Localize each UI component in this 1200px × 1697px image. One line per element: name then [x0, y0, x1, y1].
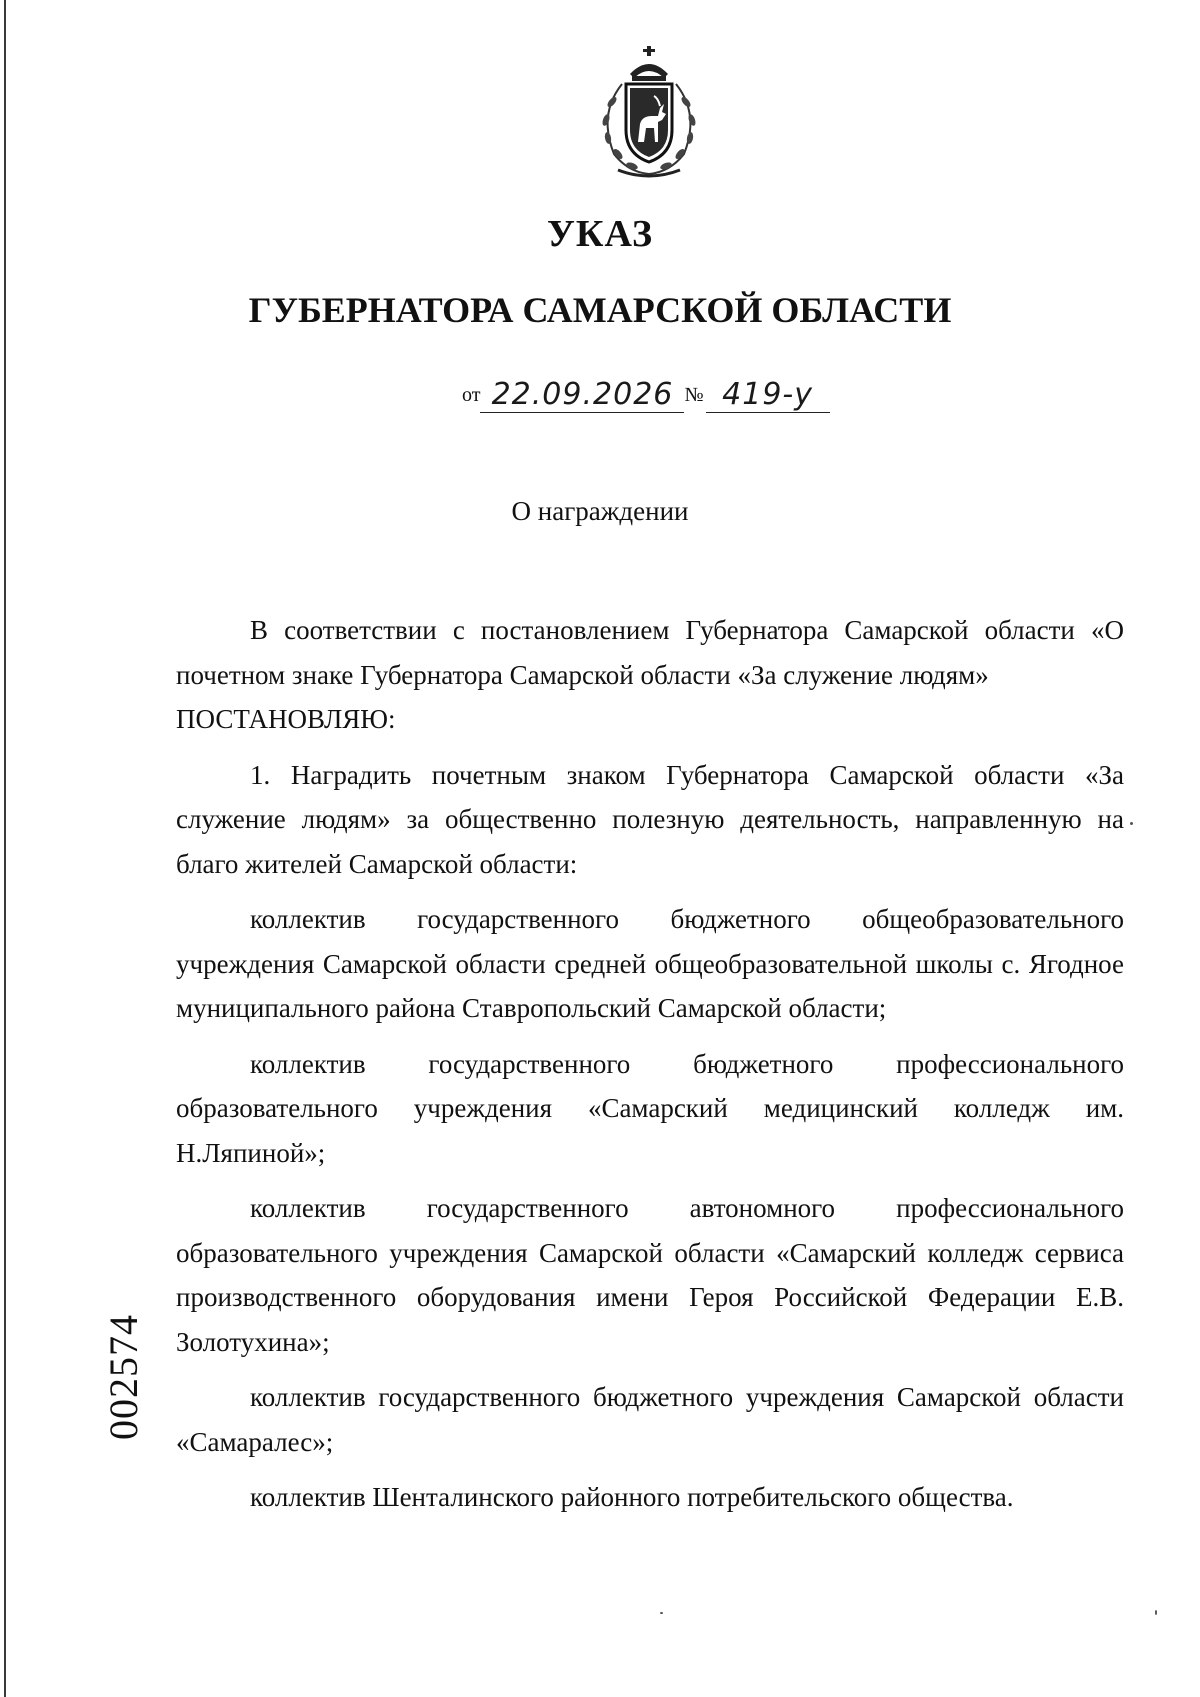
awardee-paragraph: коллектив государственного бюджетного учреждения Самарской области «Самаралес»; — [176, 1382, 1124, 1457]
awardee-paragraph: коллектив государственного бюджетного общеобразовательного учреждения Самарской области средней общеобразовательной школы с. Ягодное муниципального района Ставропольский Самарской области; — [176, 904, 1124, 1023]
document-body — [176, 608, 1124, 1520]
date-prefix: от — [462, 384, 481, 406]
scan-speck — [1130, 822, 1133, 825]
handwritten-date: 22.09.2026 — [480, 378, 684, 413]
document-title: УКАЗ — [547, 213, 653, 255]
awardee-paragraph: коллектив государственного бюджетного профессионального образовательного учреждения «Самарский медицинский колледж им. Н.Ляпиной»; — [176, 1048, 1124, 1168]
scan-speck — [660, 1612, 663, 1614]
document-issuer: ГУБЕРНАТОРА САМАРСКОЙ ОБЛАСТИ — [248, 290, 952, 330]
date-number-line — [462, 378, 830, 418]
document-subject: О награждении — [511, 496, 689, 526]
item-1-paragraph: 1. Наградить почетным знаком Губернатора Самарской области «За служение людям» за общественно полезную деятельность, направленную на благо жителей Самарской области: — [176, 759, 1124, 879]
awardee-paragraph: коллектив государственного автономного профессионального образовательного учреждения Самарской области «Самарский колледж сервиса производственного оборудования имени Героя Российской Федерации Е.В. Золотухина»; — [176, 1193, 1124, 1357]
scan-speck — [1155, 1610, 1157, 1615]
coat-of-arms-icon — [588, 44, 710, 182]
awardee-paragraph: коллектив Шенталинского районного потребительского общества. — [250, 1482, 1014, 1512]
handwritten-number: 419-у — [706, 378, 830, 413]
side-serial-number: 002574 — [101, 1314, 146, 1440]
number-prefix: № — [684, 384, 704, 406]
decree-word: ПОСТАНОВЛЯЮ: — [176, 704, 396, 734]
preamble-paragraph: В соответствии с постановлением Губернатора Самарской области «О почетном знаке Губернатора Самарской области «За служение людям» — [176, 615, 1124, 690]
